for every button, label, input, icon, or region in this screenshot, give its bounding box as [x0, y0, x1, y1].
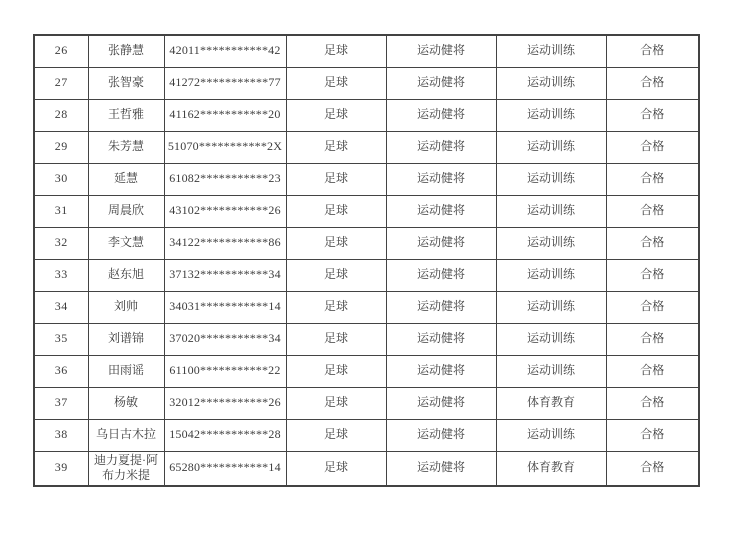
sport-cell: 足球: [286, 195, 386, 227]
name-cell: 赵东旭: [88, 259, 164, 291]
table-row: [34, 67, 699, 99]
result-cell: 合格: [606, 99, 699, 131]
id-number-cell: 65280***********14: [164, 451, 286, 486]
table-row: [34, 163, 699, 195]
major-cell: 体育教育: [496, 451, 606, 486]
sport-cell: 足球: [286, 323, 386, 355]
row-number-cell: 31: [34, 195, 88, 227]
major-cell: 运动训练: [496, 291, 606, 323]
athlete-level-cell: 运动健将: [386, 451, 496, 486]
result-cell: 合格: [606, 419, 699, 451]
id-number-cell: 61100***********22: [164, 355, 286, 387]
name-cell: 张智豪: [88, 67, 164, 99]
major-cell: 运动训练: [496, 131, 606, 163]
major-cell: 运动训练: [496, 67, 606, 99]
major-cell: 运动训练: [496, 227, 606, 259]
table-row: [34, 35, 699, 67]
athlete-level-cell: 运动健将: [386, 387, 496, 419]
athlete-level-cell: 运动健将: [386, 227, 496, 259]
id-number-cell: 37020***********34: [164, 323, 286, 355]
name-cell: 刘帅: [88, 291, 164, 323]
name-cell: 延慧: [88, 163, 164, 195]
major-cell: 运动训练: [496, 355, 606, 387]
name-cell: 张静慧: [88, 35, 164, 67]
athlete-level-cell: 运动健将: [386, 259, 496, 291]
row-number-cell: 28: [34, 99, 88, 131]
name-cell: 田雨谣: [88, 355, 164, 387]
name-cell: 杨敏: [88, 387, 164, 419]
table-row: [34, 355, 699, 387]
table-row: [34, 291, 699, 323]
row-number-cell: 27: [34, 67, 88, 99]
athlete-level-cell: 运动健将: [386, 163, 496, 195]
athlete-level-cell: 运动健将: [386, 195, 496, 227]
athlete-level-cell: 运动健将: [386, 291, 496, 323]
table-body: [34, 35, 699, 486]
athlete-level-cell: 运动健将: [386, 419, 496, 451]
table-row: [34, 451, 699, 486]
result-cell: 合格: [606, 291, 699, 323]
major-cell: 运动训练: [496, 99, 606, 131]
major-cell: 运动训练: [496, 35, 606, 67]
table-row: [34, 227, 699, 259]
athlete-level-cell: 运动健将: [386, 355, 496, 387]
major-cell: 运动训练: [496, 419, 606, 451]
id-number-cell: 37132***********34: [164, 259, 286, 291]
id-number-cell: 51070***********2X: [164, 131, 286, 163]
major-cell: 体育教育: [496, 387, 606, 419]
table-row: [34, 195, 699, 227]
name-cell: 迪力夏提·阿布力米提: [88, 451, 164, 486]
name-cell: 王哲雅: [88, 99, 164, 131]
row-number-cell: 36: [34, 355, 88, 387]
result-cell: 合格: [606, 323, 699, 355]
row-number-cell: 26: [34, 35, 88, 67]
athlete-level-cell: 运动健将: [386, 99, 496, 131]
table-row: [34, 323, 699, 355]
name-cell: 周晨欣: [88, 195, 164, 227]
id-number-cell: 41272***********77: [164, 67, 286, 99]
row-number-cell: 34: [34, 291, 88, 323]
result-cell: 合格: [606, 227, 699, 259]
result-cell: 合格: [606, 195, 699, 227]
athlete-results-table: [33, 34, 700, 487]
table-row: [34, 259, 699, 291]
table-row: [34, 419, 699, 451]
row-number-cell: 29: [34, 131, 88, 163]
table-row: [34, 99, 699, 131]
row-number-cell: 37: [34, 387, 88, 419]
result-cell: 合格: [606, 355, 699, 387]
sport-cell: 足球: [286, 387, 386, 419]
result-cell: 合格: [606, 259, 699, 291]
major-cell: 运动训练: [496, 323, 606, 355]
sport-cell: 足球: [286, 259, 386, 291]
result-cell: 合格: [606, 131, 699, 163]
row-number-cell: 33: [34, 259, 88, 291]
sport-cell: 足球: [286, 291, 386, 323]
row-number-cell: 32: [34, 227, 88, 259]
name-cell: 刘谱锦: [88, 323, 164, 355]
name-cell: 李文慧: [88, 227, 164, 259]
sport-cell: 足球: [286, 35, 386, 67]
athlete-level-cell: 运动健将: [386, 131, 496, 163]
table-row: [34, 387, 699, 419]
result-cell: 合格: [606, 35, 699, 67]
athlete-level-cell: 运动健将: [386, 35, 496, 67]
row-number-cell: 38: [34, 419, 88, 451]
id-number-cell: 61082***********23: [164, 163, 286, 195]
result-cell: 合格: [606, 163, 699, 195]
major-cell: 运动训练: [496, 163, 606, 195]
sport-cell: 足球: [286, 99, 386, 131]
result-cell: 合格: [606, 387, 699, 419]
athlete-level-cell: 运动健将: [386, 67, 496, 99]
id-number-cell: 34122***********86: [164, 227, 286, 259]
result-cell: 合格: [606, 67, 699, 99]
sport-cell: 足球: [286, 419, 386, 451]
sport-cell: 足球: [286, 67, 386, 99]
major-cell: 运动训练: [496, 195, 606, 227]
name-cell: 乌日古木拉: [88, 419, 164, 451]
row-number-cell: 30: [34, 163, 88, 195]
id-number-cell: 34031***********14: [164, 291, 286, 323]
id-number-cell: 32012***********26: [164, 387, 286, 419]
id-number-cell: 41162***********20: [164, 99, 286, 131]
athlete-level-cell: 运动健将: [386, 323, 496, 355]
table-row: [34, 131, 699, 163]
name-cell: 朱芳慧: [88, 131, 164, 163]
sport-cell: 足球: [286, 131, 386, 163]
id-number-cell: 42011***********42: [164, 35, 286, 67]
id-number-cell: 43102***********26: [164, 195, 286, 227]
sport-cell: 足球: [286, 451, 386, 486]
row-number-cell: 39: [34, 451, 88, 486]
result-cell: 合格: [606, 451, 699, 486]
id-number-cell: 15042***********28: [164, 419, 286, 451]
sport-cell: 足球: [286, 163, 386, 195]
sport-cell: 足球: [286, 227, 386, 259]
sport-cell: 足球: [286, 355, 386, 387]
major-cell: 运动训练: [496, 259, 606, 291]
row-number-cell: 35: [34, 323, 88, 355]
